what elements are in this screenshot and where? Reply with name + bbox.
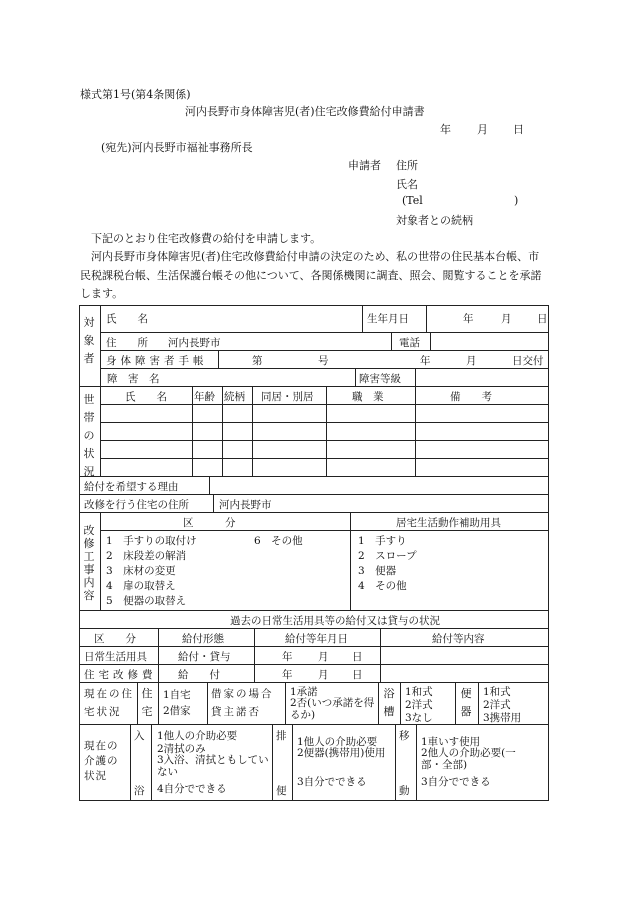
- past-row2-day[interactable]: 日: [352, 669, 363, 681]
- applicant-tel-label[interactable]: (Tel: [402, 194, 423, 207]
- care-bath-option-2[interactable]: 2清拭のみ: [157, 743, 206, 755]
- household-header-cohabit: 同居・別居: [261, 391, 314, 403]
- date-year[interactable]: 年: [440, 123, 451, 136]
- reno-item-5[interactable]: 5 便器の取替え: [106, 595, 187, 607]
- reno-aid-2[interactable]: 2 スロープ: [358, 550, 417, 562]
- toilet-side-label: 便器: [460, 687, 472, 718]
- reno-address-label: 改修を行う住宅の住所: [84, 499, 189, 511]
- subject-dob-day[interactable]: 日: [537, 313, 548, 325]
- landlord-label: 借家の場合貸主諾否: [211, 688, 274, 718]
- form-number: 様式第1号(第4条関係): [80, 88, 191, 101]
- care-move-option-2[interactable]: 2他人の介助必要(一部・全部): [421, 747, 516, 771]
- past-row2-label: 住宅改修費: [84, 669, 157, 681]
- toilet-option-1[interactable]: 1和式: [483, 686, 511, 698]
- reno-aid-1[interactable]: 1 手すり: [358, 535, 407, 547]
- addressee: (宛先)河内長野市福祉事務所長: [101, 141, 253, 154]
- household-header-job: 職 業: [352, 391, 384, 403]
- past-row1-form[interactable]: 給付・貸与: [178, 651, 231, 663]
- handbook-label: 身体障害者手帳: [106, 355, 208, 367]
- past-title: 過去の日常生活用具等の給付又は貸与の状況: [230, 615, 440, 627]
- bathtub-side-label: 浴槽: [383, 687, 395, 718]
- care-excretion-option-2[interactable]: 2便器(携帯用)使用: [297, 747, 386, 759]
- toilet-option-3[interactable]: 3携帯用: [483, 712, 522, 724]
- care-bath-side-bottom: 浴: [134, 785, 145, 797]
- household-header-relation: 続柄: [224, 391, 245, 403]
- past-row2-year[interactable]: 年: [282, 669, 293, 681]
- subject-dob-year[interactable]: 年: [463, 313, 474, 325]
- issue-year[interactable]: 年: [420, 355, 431, 367]
- reno-item-1[interactable]: 1 手すりの取付け: [106, 535, 197, 547]
- care-excretion-side-top: 排: [276, 730, 287, 742]
- care-move-side-top: 移: [399, 730, 410, 742]
- care-bath-side-top: 入: [134, 730, 145, 742]
- past-row1-year[interactable]: 年: [282, 651, 293, 663]
- care-excretion-side-bottom: 便: [276, 785, 287, 797]
- subject-address-label: 住 所: [106, 337, 148, 349]
- care-excretion-option-3[interactable]: 3自分でできる: [297, 776, 367, 788]
- reno-aid-3[interactable]: 3 便器: [358, 565, 397, 577]
- care-move-option-1[interactable]: 1車いす使用: [421, 736, 481, 748]
- landlord-option-consent[interactable]: 1承諾: [290, 686, 318, 698]
- applicant-relation-label[interactable]: 対象者との続柄: [396, 214, 473, 227]
- issue-month[interactable]: 月: [466, 355, 477, 367]
- past-row2-form[interactable]: 給 付: [178, 669, 220, 681]
- past-header-category: 区 分: [94, 633, 136, 645]
- reno-aid-header: 居宅生活動作補助用具: [396, 517, 501, 529]
- applicant-label: 申請者: [348, 159, 381, 172]
- past-header-date: 給付等年月日: [285, 633, 348, 645]
- date-day[interactable]: 日: [513, 123, 524, 136]
- reno-item-3[interactable]: 3 床材の変更: [106, 565, 176, 577]
- toilet-option-2[interactable]: 2洋式: [483, 699, 511, 711]
- reno-item-2[interactable]: 2 床段差の解消: [106, 550, 187, 562]
- care-move-option-3[interactable]: 3自分でできる: [421, 776, 491, 788]
- subject-phone-label: 電話: [399, 337, 420, 349]
- form-title: 河内長野市身体障害児(者)住宅改修費給付申請書: [185, 105, 425, 118]
- handbook-no-prefix[interactable]: 第: [252, 355, 263, 367]
- housing-side-label: 住宅: [141, 687, 153, 718]
- subject-name-label: 氏 名: [106, 313, 148, 325]
- reason-label: 給付を希望する理由: [84, 481, 179, 493]
- applicant-tel-close: ): [514, 194, 519, 207]
- housing-option-own[interactable]: 1自宅: [163, 689, 191, 701]
- care-label: 現在の介護の状況: [84, 740, 119, 782]
- housing-option-rent[interactable]: 2借家: [163, 705, 191, 717]
- reno-item-6[interactable]: 6 その他: [254, 535, 303, 547]
- past-row1-day[interactable]: 日: [352, 651, 363, 663]
- care-move-side-bottom: 動: [399, 785, 410, 797]
- care-bath-option-4[interactable]: 4自分でできる: [157, 783, 227, 795]
- reno-side-label: 改修工事内容: [83, 524, 95, 602]
- household-header-notes: 備 考: [450, 391, 492, 403]
- applicant-address-label[interactable]: 住所: [396, 159, 418, 172]
- reno-category-header: 区 分: [183, 517, 236, 529]
- reno-item-4[interactable]: 4 扉の取替え: [106, 580, 176, 592]
- request-statement: 下記のとおり住宅改修費の給付を申請します。: [91, 232, 322, 245]
- issue-day[interactable]: 日交付: [512, 355, 544, 367]
- consent-statement: 河内長野市身体障害児(者)住宅改修費給付申請の決定のため、私の世帯の住民基本台帳、市民税課税台帳、生活保護台帳その他について、各関係機関に調査、照会、閲覧することを承諾します。: [80, 250, 542, 300]
- care-bath-option-3[interactable]: 3入浴、清拭ともしていない: [157, 754, 269, 778]
- reno-address-value[interactable]: 河内長野市: [219, 499, 272, 511]
- subject-address-value[interactable]: 河内長野市: [168, 337, 221, 349]
- bathtub-option-1[interactable]: 1和式: [405, 686, 433, 698]
- household-header-age: 年齢: [194, 391, 215, 403]
- grade-label: 障害等級: [359, 373, 401, 385]
- past-row1-month[interactable]: 月: [318, 651, 329, 663]
- past-row1-label: 日常生活用具: [84, 651, 147, 663]
- subject-side-label: 対象者: [83, 316, 95, 365]
- handbook-no-suffix[interactable]: 号: [318, 355, 329, 367]
- past-header-content: 給付等内容: [432, 633, 485, 645]
- disability-label: 障 害 名: [107, 373, 160, 385]
- housing-label: 現在の住宅状況: [84, 688, 134, 718]
- subject-dob-month[interactable]: 月: [501, 313, 512, 325]
- date-month[interactable]: 月: [477, 123, 488, 136]
- past-row2-month[interactable]: 月: [318, 669, 329, 681]
- care-bath-option-1[interactable]: 1他人の介助必要: [157, 730, 238, 742]
- household-header-name: 氏 名: [125, 391, 167, 403]
- past-header-form: 給付形態: [182, 633, 224, 645]
- subject-dob-label: 生年月日: [367, 313, 409, 325]
- bathtub-option-2[interactable]: 2洋式: [405, 699, 433, 711]
- applicant-name-label[interactable]: 氏名: [396, 178, 418, 191]
- reno-aid-4[interactable]: 4 その他: [358, 580, 407, 592]
- bathtub-option-3[interactable]: 3なし: [405, 712, 433, 724]
- landlord-option-deny[interactable]: 2否(いつ承諾を得るか): [290, 697, 375, 721]
- household-side-label: 世帯の状況: [83, 393, 95, 478]
- care-excretion-option-1[interactable]: 1他人の介助必要: [297, 736, 378, 748]
